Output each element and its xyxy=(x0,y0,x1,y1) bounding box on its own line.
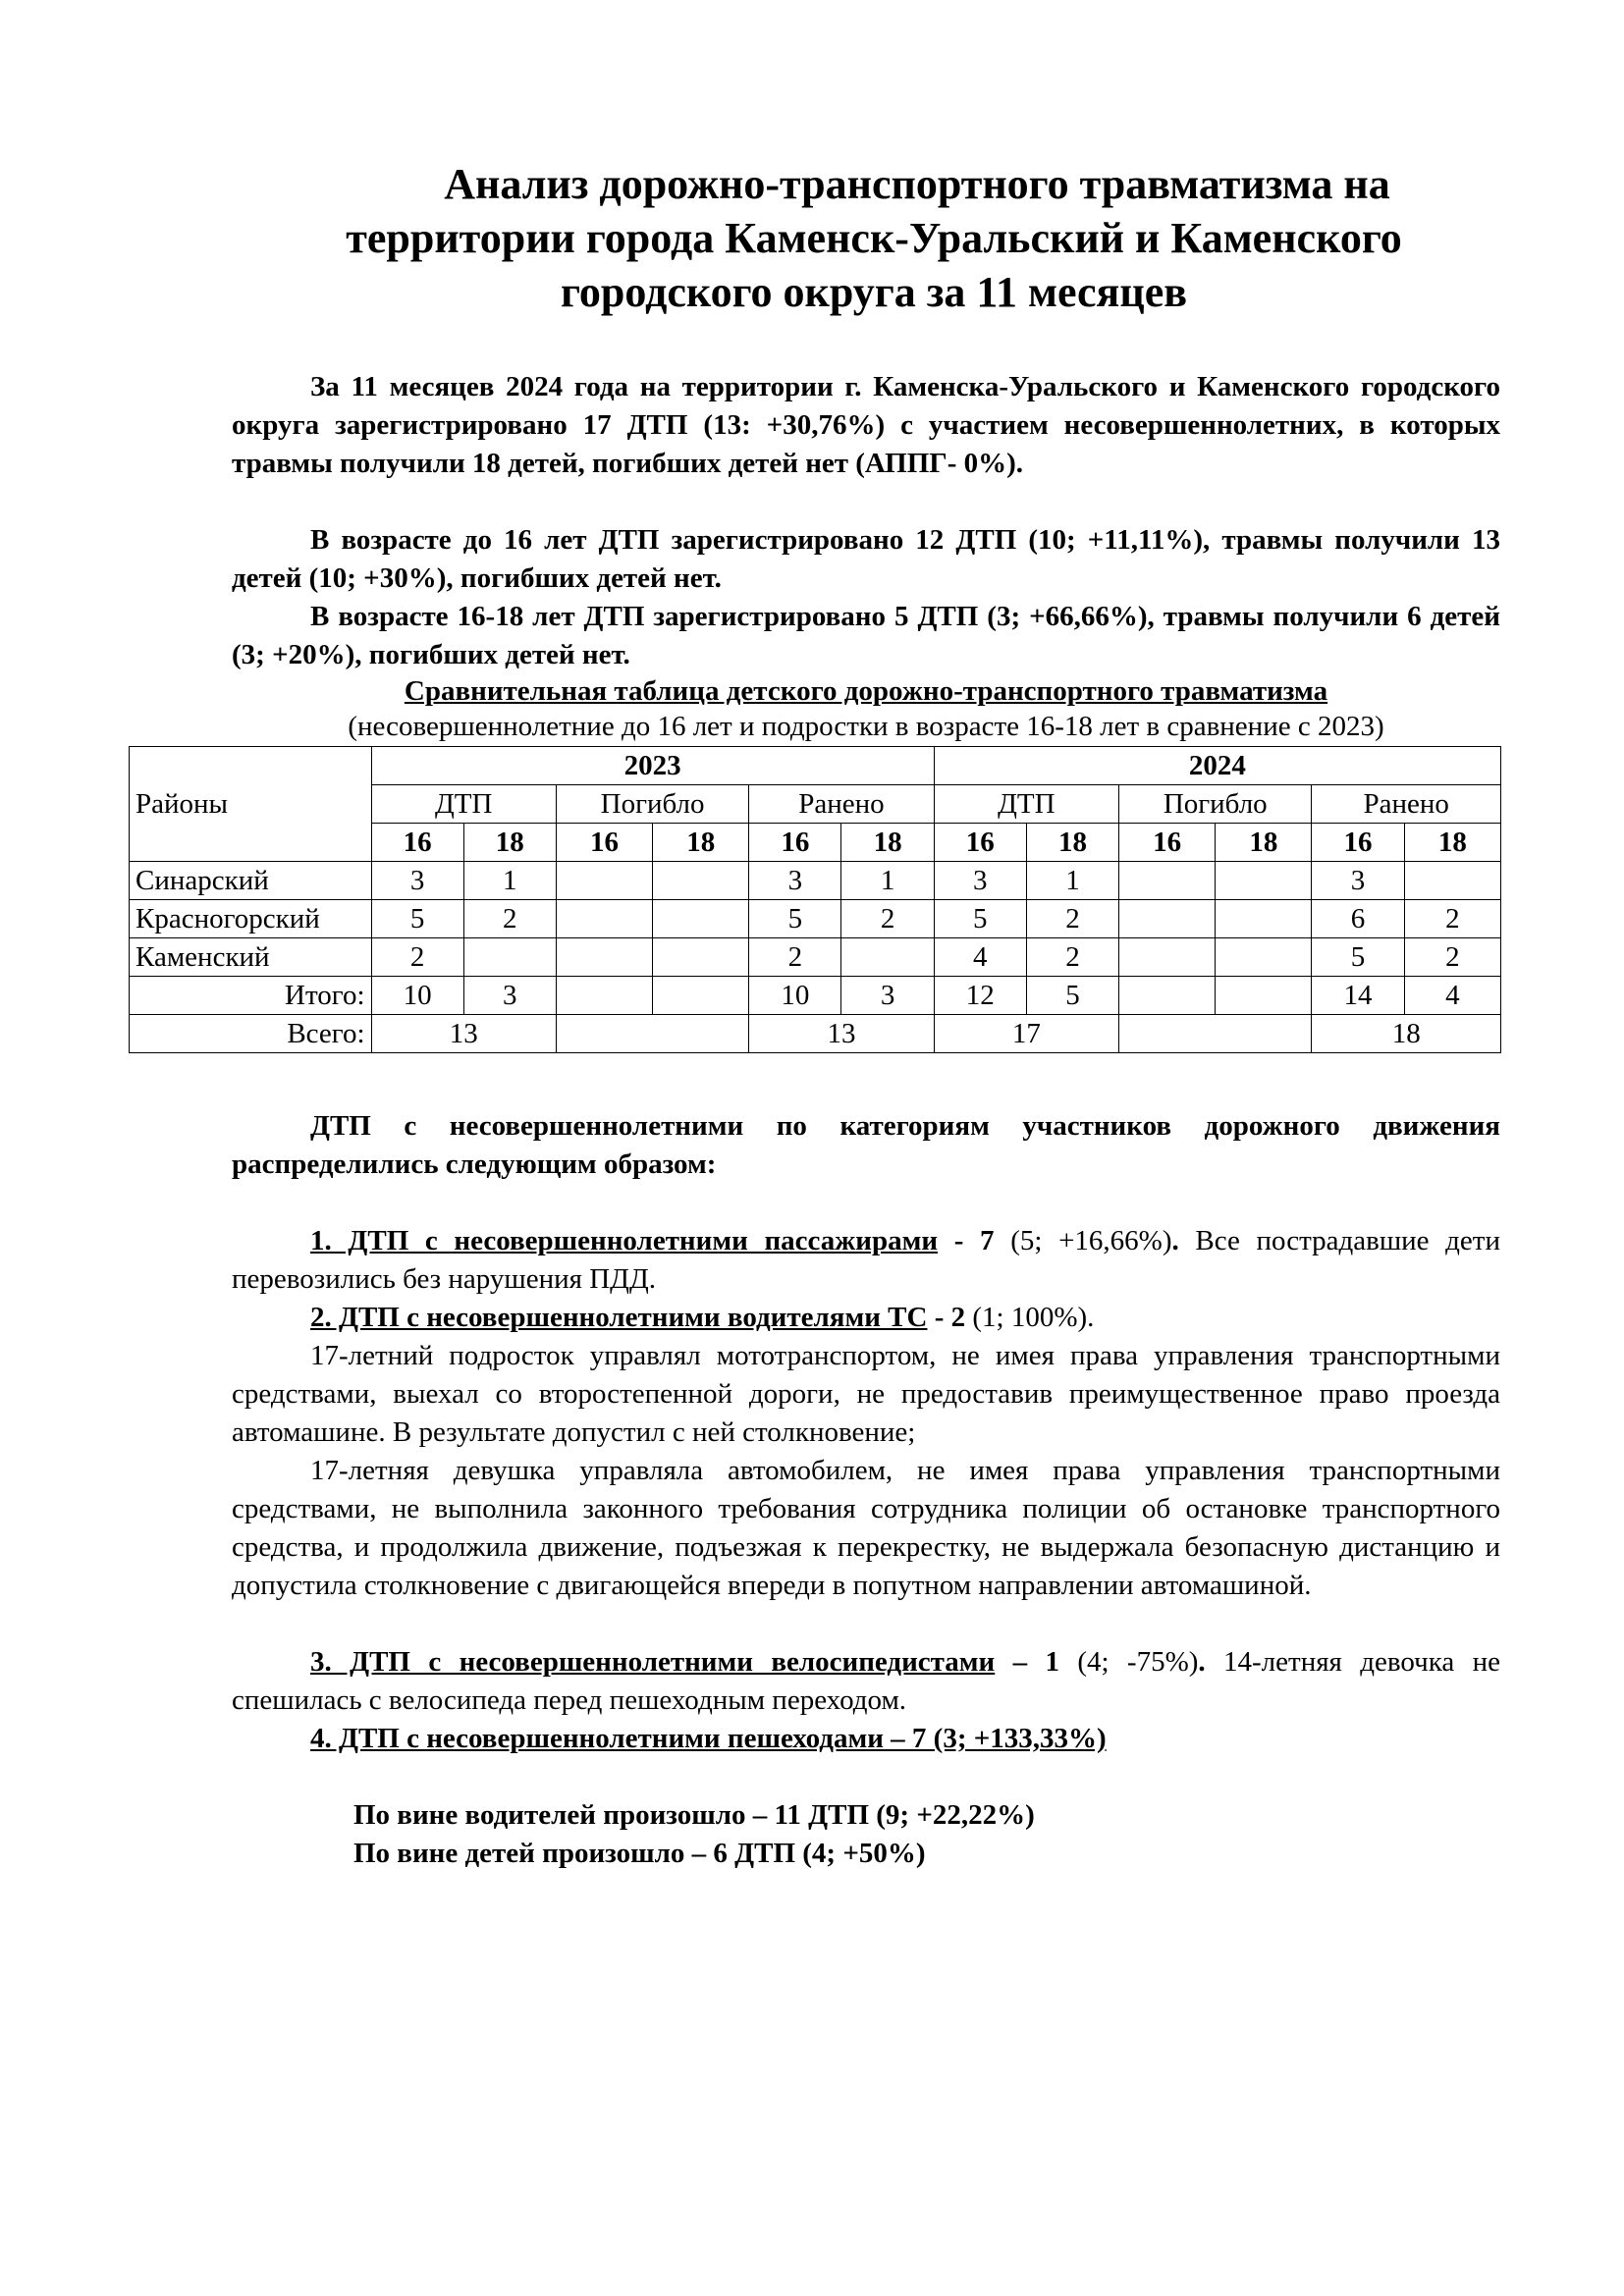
table-cell xyxy=(653,862,749,900)
table-cell: 3 xyxy=(371,862,463,900)
table-cell: 13 xyxy=(371,1015,556,1053)
table-cell xyxy=(556,900,652,938)
category-3-label: 3. ДТП с несовершеннолетними велосипедистами xyxy=(310,1646,996,1678)
table-row-sinarsky xyxy=(130,862,1501,900)
table-cell xyxy=(1216,862,1312,900)
age-header: 18 xyxy=(1216,824,1312,862)
table-cell xyxy=(556,977,652,1015)
year-2023-header: 2023 xyxy=(371,747,934,785)
group-header: ДТП xyxy=(371,785,556,824)
group-header: Ранено xyxy=(749,785,934,824)
table-cell xyxy=(1119,900,1216,938)
category-3-value: – 1 xyxy=(995,1646,1059,1678)
summary-children: По вине детей произошло – 6 ДТП (4; +50%) xyxy=(353,1838,926,1869)
category-2-value: - 2 xyxy=(927,1302,966,1333)
district-name: Красногорский xyxy=(130,900,372,938)
districts-header: Районы xyxy=(130,747,372,862)
intro-paragraph-1: За 11 месяцев 2024 года на территории г. Каменска-Уральского и Каменского городского округа зарегистрировано 17 ДТП (13: +30,76%) с участием несовершеннолетних, в которых травмы получили 18 детей, погибших детей нет (АППГ- 0%). xyxy=(232,371,1500,479)
category-2-label: 2. ДТП с несовершеннолетними водителями ТС xyxy=(310,1302,928,1333)
category-3-comparison: (4; -75%) xyxy=(1058,1646,1199,1678)
table-cell: 3 xyxy=(749,862,841,900)
categories-heading: ДТП с несовершеннолетними по категориям участников дорожного движения распределились следующим образом: xyxy=(232,1110,1500,1180)
table-cell: 2 xyxy=(1404,938,1500,977)
table-cell xyxy=(1119,938,1216,977)
table-cell: 2 xyxy=(1026,900,1118,938)
category-2-paragraph-1: 17-летний подросток управлял мототранспортом, не имея права управления транспортными средствами, выехал со второстепенной дороги, не предоставив преимущественное право проезда автомашине. В результате допустил с ней столкновение; xyxy=(232,1340,1500,1448)
table-cell: 12 xyxy=(934,977,1026,1015)
category-4-label: 4. ДТП с несовершеннолетними пешеходами – 7 (3; +133,33%) xyxy=(310,1723,1107,1754)
table-cell xyxy=(556,862,652,900)
table-cell: 5 xyxy=(749,900,841,938)
table-cell: 2 xyxy=(1404,900,1500,938)
category-1-text: Все пострадавшие дети перевозились без нарушения ПДД. xyxy=(232,1225,1501,1295)
table-cell: 3 xyxy=(841,977,934,1015)
table-cell: 5 xyxy=(371,900,463,938)
category-1-comparison: (5; +16,66%) xyxy=(994,1225,1172,1256)
title-line-2: территории города Каменск-Уральский и Каменского xyxy=(346,214,1402,262)
age-header: 18 xyxy=(841,824,934,862)
category-1-dot: . xyxy=(1171,1225,1179,1256)
group-header: Ранено xyxy=(1312,785,1501,824)
table-cell: 17 xyxy=(934,1015,1118,1053)
title-line-3: городского округа за 11 месяцев xyxy=(560,268,1188,316)
table-cell: 2 xyxy=(463,900,556,938)
table-cell: 1 xyxy=(841,862,934,900)
title-line-1: Анализ дорожно-транспортного травматизма на xyxy=(444,160,1390,208)
table-cell: 1 xyxy=(463,862,556,900)
district-name: Синарский xyxy=(130,862,372,900)
table-cell xyxy=(653,900,749,938)
table-cell: 3 xyxy=(1312,862,1404,900)
table-cell: 18 xyxy=(1312,1015,1501,1053)
table-cell xyxy=(1404,862,1500,900)
table-header-years xyxy=(130,747,1501,785)
age-header: 18 xyxy=(463,824,556,862)
year-2024-header: 2024 xyxy=(934,747,1500,785)
category-1 xyxy=(232,1222,1500,1299)
age-header: 18 xyxy=(1404,824,1500,862)
table-cell xyxy=(556,938,652,977)
table-cell: 5 xyxy=(1026,977,1118,1015)
table-cell: 1 xyxy=(1026,862,1118,900)
category-3-dot: . xyxy=(1198,1646,1206,1678)
category-3-text: 14-летняя девочка не спешилась с велосипеда перед пешеходным переходом. xyxy=(232,1646,1500,1716)
age-header: 16 xyxy=(749,824,841,862)
age-header: 16 xyxy=(556,824,652,862)
document-title xyxy=(236,157,1512,319)
group-header: ДТП xyxy=(934,785,1118,824)
intro-paragraph-2: В возрасте до 16 лет ДТП зарегистрировано 12 ДТП (10; +11,11%), травмы получили 13 детей (10; +30%), погибших детей нет. xyxy=(232,524,1500,594)
comparison-table xyxy=(129,746,1501,1053)
district-name: Каменский xyxy=(130,938,372,977)
intro-paragraph-3: В возрасте 16-18 лет ДТП зарегистрировано 5 ДТП (3; +66,66%), травмы получили 6 детей (3; +20%), погибших детей нет. xyxy=(232,601,1500,670)
subtotal-label: Итого: xyxy=(130,977,372,1015)
table-cell xyxy=(1216,977,1312,1015)
table-row-vsego xyxy=(130,1015,1501,1053)
group-header: Погибло xyxy=(556,785,748,824)
table-cell xyxy=(1119,977,1216,1015)
table-row-krasnogorsky xyxy=(130,900,1501,938)
table-row-kamensky xyxy=(130,938,1501,977)
age-header: 16 xyxy=(1119,824,1216,862)
table-cell: 2 xyxy=(749,938,841,977)
table-cell xyxy=(841,938,934,977)
age-header: 16 xyxy=(1312,824,1404,862)
table-cell xyxy=(653,938,749,977)
table-cell: 3 xyxy=(934,862,1026,900)
category-1-label: 1. ДТП с несовершеннолетними пассажирами xyxy=(310,1225,939,1256)
category-3 xyxy=(232,1643,1500,1720)
table-cell: 4 xyxy=(1404,977,1500,1015)
table-row-itogo xyxy=(130,977,1501,1015)
table-title: Сравнительная таблица детского дорожно-транспортного травматизма xyxy=(404,675,1328,707)
table-cell: 10 xyxy=(749,977,841,1015)
table-cell: 2 xyxy=(371,938,463,977)
total-label: Всего: xyxy=(130,1015,372,1053)
category-1-value: - 7 xyxy=(938,1225,995,1256)
table-cell: 13 xyxy=(749,1015,934,1053)
table-cell xyxy=(463,938,556,977)
category-2-paragraph-2: 17-летняя девушка управляла автомобилем, не имея права управления транспортными средствами, не выполнила законного требования сотрудника полиции об остановке транспортного средства, и продолжила движение, подъезжая к перекрестку, не выдержала безопасную дистанцию и допустила столкновение с двигающейся впереди в попутном направлении автомашиной. xyxy=(232,1455,1500,1601)
age-header: 16 xyxy=(934,824,1026,862)
table-cell xyxy=(1119,1015,1312,1053)
table-cell xyxy=(1216,900,1312,938)
table-cell: 2 xyxy=(1026,938,1118,977)
table-cell: 10 xyxy=(371,977,463,1015)
table-cell xyxy=(653,977,749,1015)
table-cell: 4 xyxy=(934,938,1026,977)
table-subtitle: (несовершеннолетние до 16 лет и подростки в возрасте 16-18 лет в сравнение с 2023) xyxy=(348,711,1384,742)
table-cell: 2 xyxy=(841,900,934,938)
category-4 xyxy=(232,1720,1500,1758)
category-2 xyxy=(232,1299,1500,1337)
age-header: 18 xyxy=(653,824,749,862)
table-cell xyxy=(556,1015,748,1053)
category-2-comparison: (1; 100%). xyxy=(965,1302,1095,1333)
table-cell: 3 xyxy=(463,977,556,1015)
table-cell xyxy=(1216,938,1312,977)
age-header: 18 xyxy=(1026,824,1118,862)
summary-drivers: По вине водителей произошло – 11 ДТП (9; +22,22%) xyxy=(353,1799,1035,1831)
group-header: Погибло xyxy=(1119,785,1312,824)
table-cell: 5 xyxy=(1312,938,1404,977)
table-cell xyxy=(1119,862,1216,900)
table-cell: 6 xyxy=(1312,900,1404,938)
age-header: 16 xyxy=(371,824,463,862)
table-cell: 14 xyxy=(1312,977,1404,1015)
table-cell: 5 xyxy=(934,900,1026,938)
